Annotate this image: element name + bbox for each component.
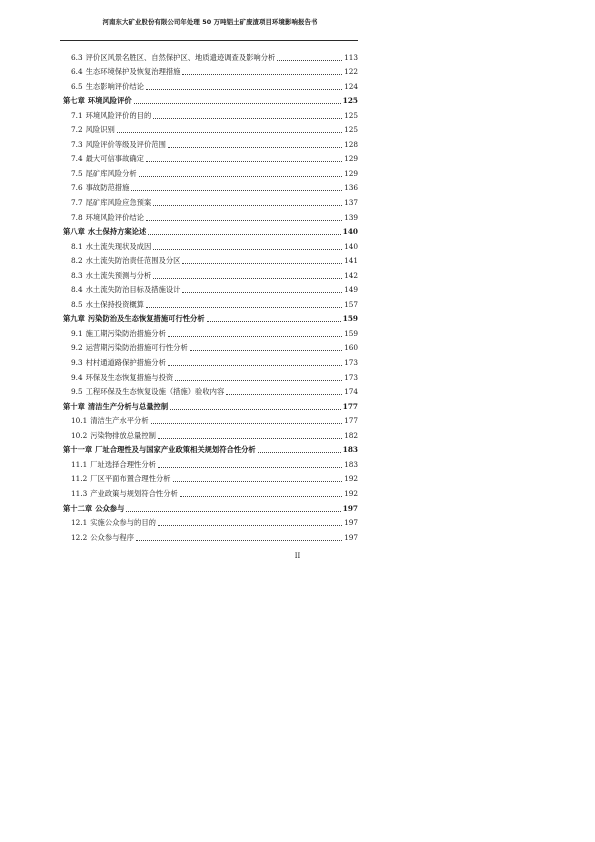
toc-entry-page: 141 — [344, 256, 358, 266]
toc-section-entry[interactable] — [63, 352, 358, 367]
toc-entry-title: 产业政策与规划符合性分析 — [90, 488, 178, 498]
toc-entry-number: 7.8 — [71, 212, 83, 222]
dot-leader — [117, 131, 342, 133]
toc-section-entry[interactable] — [63, 265, 358, 280]
toc-entry-title: 公众参与 — [95, 503, 125, 513]
toc-entry-page: 142 — [344, 270, 358, 280]
toc-entry-page: 173 — [344, 372, 358, 382]
toc-entry-title: 环境风险评价 — [87, 96, 132, 106]
table-of-contents — [63, 47, 358, 542]
toc-entry-number: 8.5 — [71, 299, 83, 309]
toc-entry-number: 7.2 — [71, 125, 83, 135]
dot-leader — [146, 219, 342, 221]
toc-entry-page: 183 — [342, 445, 358, 455]
toc-entry-title: 水土保持投资概算 — [85, 299, 144, 309]
toc-entry-title: 厂址选择合理性分析 — [90, 459, 156, 469]
toc-entry-number: 9.5 — [71, 387, 83, 397]
toc-section-entry[interactable] — [63, 382, 358, 397]
toc-section-entry[interactable] — [63, 367, 358, 382]
toc-entry-page: 177 — [342, 401, 358, 411]
toc-entry-number: 9.4 — [71, 372, 83, 382]
toc-entry-page: 149 — [344, 285, 358, 295]
toc-section-entry[interactable] — [63, 62, 358, 77]
toc-entry-title: 环境风险评价的目的 — [85, 110, 152, 120]
toc-section-entry[interactable] — [63, 454, 358, 469]
toc-entry-number: 12.2 — [71, 532, 88, 542]
toc-chapter-entry[interactable] — [63, 396, 358, 411]
toc-section-entry[interactable] — [63, 251, 358, 266]
toc-entry-page: 113 — [344, 52, 358, 62]
toc-entry-title: 生态影响评价结论 — [85, 81, 144, 91]
toc-entry-number: 6.4 — [71, 67, 83, 77]
toc-entry-title: 公众参与程序 — [90, 532, 135, 542]
toc-entry-page: 159 — [344, 328, 358, 338]
dot-leader — [146, 306, 342, 308]
dot-leader — [180, 495, 342, 497]
toc-entry-page: 197 — [342, 503, 358, 513]
dot-leader — [175, 379, 342, 381]
dot-leader — [158, 466, 342, 468]
toc-entry-number: 10.1 — [71, 416, 88, 426]
dot-leader — [182, 73, 342, 75]
toc-section-entry[interactable] — [63, 469, 358, 484]
dot-leader — [153, 117, 342, 119]
toc-entry-number: 7.4 — [71, 154, 83, 164]
toc-entry-page: 129 — [344, 154, 358, 164]
dot-leader — [277, 59, 342, 61]
toc-entry-page: 122 — [344, 67, 358, 77]
dot-leader — [168, 335, 342, 337]
toc-section-entry[interactable] — [63, 411, 358, 426]
toc-entry-page: 125 — [344, 110, 358, 120]
toc-section-entry[interactable] — [63, 425, 358, 440]
toc-entry-title: 水土流失防治责任范围及分区 — [85, 256, 181, 266]
toc-entry-title: 清洁生产水平分析 — [90, 416, 149, 426]
dot-leader — [151, 422, 342, 424]
toc-entry-title: 事故防范措施 — [85, 183, 130, 193]
toc-entry-number: 8.2 — [71, 256, 83, 266]
dot-leader — [168, 364, 342, 366]
dot-leader — [146, 88, 342, 90]
toc-entry-number: 6.3 — [71, 52, 83, 62]
dot-leader — [173, 480, 343, 482]
toc-entry-page: 159 — [342, 314, 358, 324]
toc-entry-title: 尾矿库风险分析 — [85, 168, 137, 178]
toc-entry-title: 风险评价等级及评价范围 — [85, 139, 166, 149]
toc-entry-title: 实施公众参与的目的 — [90, 518, 156, 528]
header-divider — [60, 40, 358, 41]
dot-leader — [182, 291, 342, 293]
toc-section-entry[interactable] — [63, 338, 358, 353]
toc-section-entry[interactable] — [63, 294, 358, 309]
toc-entry-title: 水土流失现状及成因 — [85, 241, 152, 251]
toc-entry-number: 7.5 — [71, 168, 83, 178]
toc-chapter-entry[interactable] — [63, 222, 358, 237]
toc-entry-title: 污染物排放总量控制 — [90, 430, 156, 440]
toc-entry-page: 136 — [344, 183, 358, 193]
toc-entry-number: 第七章 — [63, 96, 85, 106]
toc-entry-number: 7.7 — [71, 198, 83, 208]
toc-entry-title: 水土保持方案论述 — [87, 227, 147, 237]
toc-entry-page: 129 — [344, 168, 358, 178]
toc-entry-number: 11.2 — [71, 474, 88, 484]
toc-entry-page: 197 — [344, 532, 358, 542]
toc-entry-page: 157 — [344, 299, 358, 309]
toc-entry-title: 环境风险评价结论 — [85, 212, 144, 222]
toc-section-entry[interactable] — [63, 323, 358, 338]
toc-section-entry[interactable] — [63, 134, 358, 149]
toc-entry-title: 水土流失防治目标及措施设计 — [85, 285, 181, 295]
dot-leader — [148, 233, 341, 235]
toc-entry-title: 尾矿库风险应急预案 — [85, 198, 152, 208]
toc-section-entry[interactable] — [63, 280, 358, 295]
toc-entry-number: 第九章 — [63, 314, 85, 324]
dot-leader — [134, 102, 341, 104]
toc-entry-title: 生态环境保护及恢复治理措施 — [85, 67, 181, 77]
toc-entry-number: 11.1 — [71, 459, 88, 469]
toc-entry-number: 第十章 — [63, 401, 85, 411]
document-header: 河南东大矿业股份有限公司年处理 50 万吨铝土矿废渣项目环境影响报告书 — [102, 18, 318, 26]
toc-section-entry[interactable] — [63, 47, 358, 62]
toc-chapter-entry[interactable] — [63, 498, 358, 513]
toc-entry-page: 192 — [344, 474, 358, 484]
toc-section-entry[interactable] — [63, 192, 358, 207]
dot-leader — [182, 262, 342, 264]
dot-leader — [190, 349, 342, 351]
toc-section-entry[interactable] — [63, 178, 358, 193]
dot-leader — [170, 408, 341, 410]
dot-leader — [153, 204, 342, 206]
toc-section-entry[interactable] — [63, 149, 358, 164]
toc-entry-number: 11.3 — [71, 488, 88, 498]
toc-chapter-entry[interactable] — [63, 309, 358, 324]
toc-entry-title: 运营期污染防治措施可行性分析 — [85, 343, 188, 353]
toc-section-entry[interactable] — [63, 483, 358, 498]
toc-entry-number: 9.3 — [71, 358, 83, 368]
dot-leader — [168, 146, 342, 148]
toc-section-entry[interactable] — [63, 236, 358, 251]
toc-entry-title: 水土流失预测与分析 — [85, 270, 152, 280]
toc-entry-title: 污染防治及生态恢复措施可行性分析 — [87, 314, 205, 324]
toc-entry-page: 182 — [344, 430, 358, 440]
toc-entry-page: 124 — [344, 81, 358, 91]
toc-entry-title: 施工期污染防治措施分析 — [85, 328, 166, 338]
toc-entry-page: 183 — [344, 459, 358, 469]
toc-section-entry[interactable] — [63, 120, 358, 135]
dot-leader — [136, 539, 342, 541]
toc-entry-title: 村村通道路保护措施分析 — [85, 358, 166, 368]
toc-entry-title: 环保及生态恢复措施与投资 — [85, 372, 174, 382]
toc-entry-title: 风险识别 — [85, 125, 115, 135]
toc-entry-page: 197 — [344, 518, 358, 528]
toc-section-entry[interactable] — [63, 207, 358, 222]
toc-entry-number: 9.1 — [71, 328, 83, 338]
toc-entry-page: 137 — [344, 198, 358, 208]
toc-entry-number: 6.5 — [71, 81, 83, 91]
toc-entry-number: 9.2 — [71, 343, 83, 353]
dot-leader — [131, 189, 342, 191]
dot-leader — [226, 393, 342, 395]
dot-leader — [146, 160, 342, 162]
toc-entry-page: 140 — [344, 241, 358, 251]
toc-entry-page: 173 — [344, 358, 358, 368]
page-number: II — [294, 552, 301, 560]
toc-entry-page: 139 — [344, 212, 358, 222]
dot-leader — [153, 248, 342, 250]
toc-entry-page: 125 — [342, 96, 358, 106]
toc-section-entry[interactable] — [63, 76, 358, 91]
dot-leader — [153, 277, 342, 279]
toc-entry-page: 174 — [344, 387, 358, 397]
toc-entry-page: 177 — [344, 416, 358, 426]
toc-entry-number: 8.3 — [71, 270, 83, 280]
dot-leader — [139, 175, 342, 177]
toc-entry-title: 工程环保及生态恢复设施（措施）验收内容 — [85, 387, 225, 397]
toc-entry-number: 7.1 — [71, 110, 83, 120]
toc-entry-number: 第十二章 — [63, 503, 93, 513]
toc-entry-number: 8.1 — [71, 241, 83, 251]
toc-chapter-entry[interactable] — [63, 440, 358, 455]
toc-section-entry[interactable] — [63, 513, 358, 528]
dot-leader — [126, 510, 340, 512]
toc-entry-title: 清洁生产分析与总量控制 — [87, 401, 169, 411]
toc-entry-number: 第八章 — [63, 227, 85, 237]
toc-section-entry[interactable] — [63, 105, 358, 120]
toc-section-entry[interactable] — [63, 527, 358, 542]
toc-entry-number: 8.4 — [71, 285, 83, 295]
toc-entry-number: 7.6 — [71, 183, 83, 193]
toc-entry-page: 160 — [344, 343, 358, 353]
toc-entry-title: 评价区风景名胜区、自然保护区、地质遗迹调查及影响分析 — [85, 52, 276, 62]
toc-entry-page: 140 — [342, 227, 358, 237]
toc-entry-title: 最大可信事故确定 — [85, 154, 144, 164]
toc-entry-title: 厂址合理性及与国家产业政策相关规划符合性分析 — [95, 445, 256, 455]
toc-entry-number: 10.2 — [71, 430, 88, 440]
toc-entry-page: 128 — [344, 139, 358, 149]
toc-entry-page: 192 — [344, 488, 358, 498]
dot-leader — [207, 320, 341, 322]
dot-leader — [258, 451, 341, 453]
toc-entry-title: 厂区平面布置合理性分析 — [90, 474, 171, 484]
toc-section-entry[interactable] — [63, 163, 358, 178]
dot-leader — [158, 437, 342, 439]
toc-entry-number: 7.3 — [71, 139, 83, 149]
dot-leader — [158, 524, 342, 526]
toc-entry-number: 第十一章 — [63, 445, 93, 455]
toc-entry-number: 12.1 — [71, 518, 88, 528]
toc-chapter-entry[interactable] — [63, 91, 358, 106]
toc-entry-page: 125 — [344, 125, 358, 135]
